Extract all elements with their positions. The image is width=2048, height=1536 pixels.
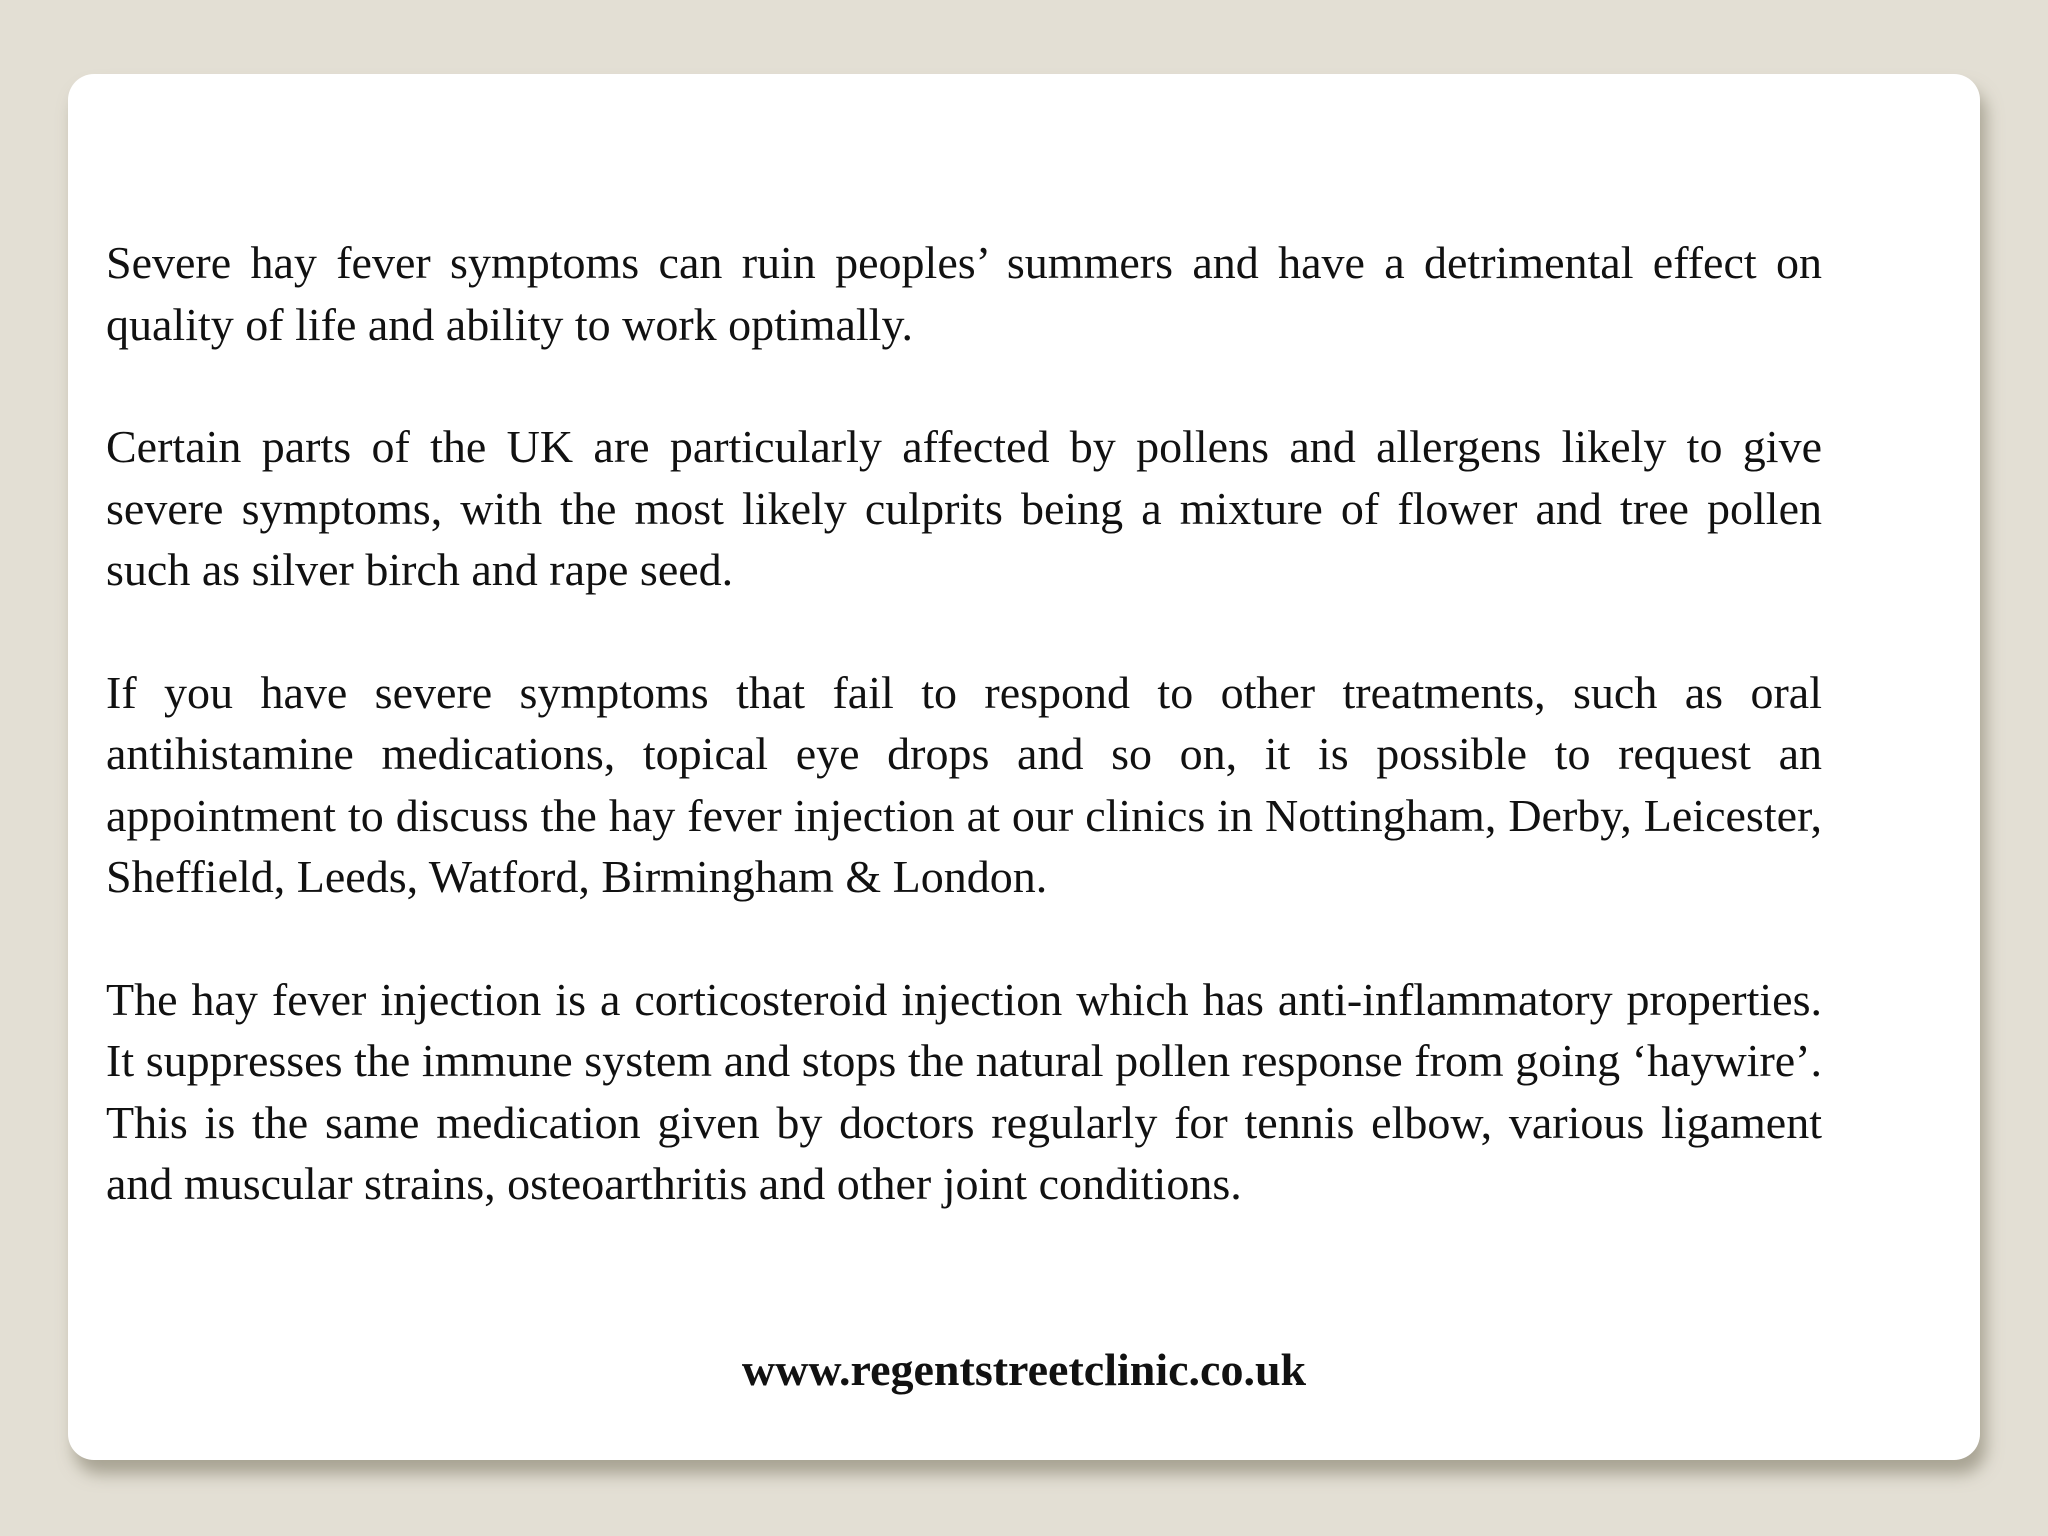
article-body: [106, 232, 1822, 1215]
paragraph-injection-info: The hay fever injection is a corticosteroid injection which has anti-inflammatory properties. It suppresses the immune system and stops the natural pollen response from going ‘haywire’. This is the same medication given by doctors regularly for tennis elbow, various ligament and muscular strains, osteoarthritis and other joint conditions.: [106, 973, 1822, 1209]
website-link[interactable]: www.regentstreetclinic.co.uk: [741, 1344, 1307, 1395]
paragraph-pollen-regions: Certain parts of the UK are particularly affected by pollens and allergens likely to give severe symptoms, with the most likely culprits being a mixture of flower and tree pollen such as silver birch and rape seed.: [106, 421, 1822, 595]
paragraph-intro: Severe hay fever symptoms can ruin peoples’ summers and have a detrimental effect on quality of life and ability to work optimally.: [106, 237, 1822, 350]
paragraph-clinics: If you have severe symptoms that fail to respond to other treatments, such as oral antihistamine medications, topical eye drops and so on, it is possible to request an appointment to discuss the hay fever injection at our clinics in Nottingham, Derby, Leicester, Sheffield, Leeds, Watford, Birmingham & London.: [106, 666, 1822, 902]
